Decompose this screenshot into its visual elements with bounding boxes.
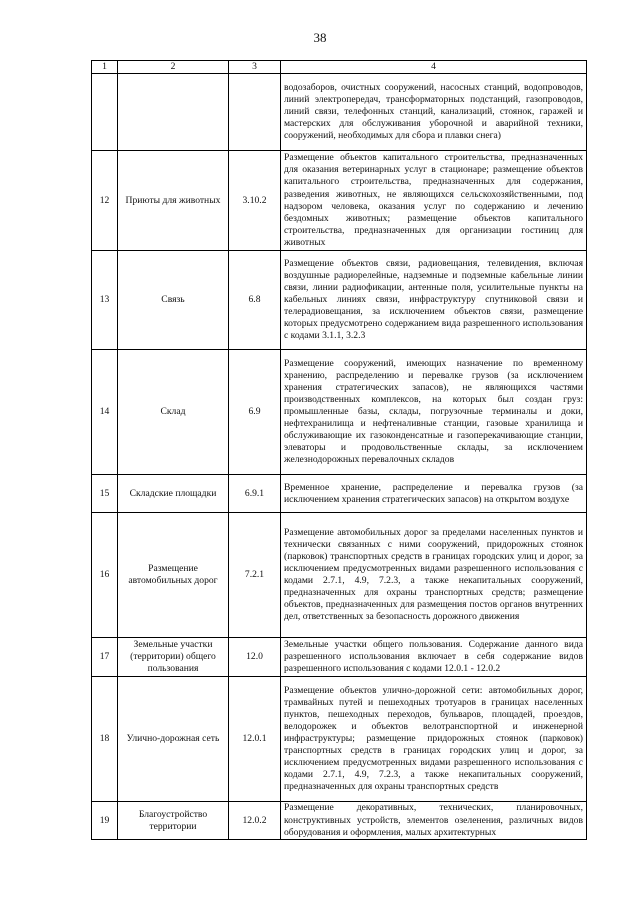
row-num: 18 — [92, 677, 118, 802]
row-num: 16 — [92, 513, 118, 638]
row-code: 7.2.1 — [229, 513, 281, 638]
table-row — [92, 475, 587, 513]
row-code: 12.0 — [229, 638, 281, 677]
row-description: Размещение сооружений, имеющих назначение по временному хранению, распределению и перевалке грузов (за исключением хранения стратегических запасов), не являющихся частями производственных комплексов, на которых был создан груз: промышленные базы, склады, погрузочные терминалы и доки, нефтехранилища и нефтеналивные станции, газовые хранилища и обслуживающие их газоконденсатные и газоперекачивающие станции, элеваторы и продовольственные склады, за исключением железнодорожных перевалочных складов — [281, 350, 587, 475]
row-num: 14 — [92, 350, 118, 475]
row-name: Благоустройство территории — [118, 802, 229, 840]
row-code: 3.10.2 — [229, 151, 281, 251]
row-code: 6.9 — [229, 350, 281, 475]
row-description: Размещение автомобильных дорог за пределами населенных пунктов и технически связанных с ними сооружений, придорожных стоянок (парковок) транспортных средств в границах городских улиц и дорог, за исключением предусмотренных видами разрешенного использования с кодами 2.7.1, 4.9, 7.2.3, а также некапитальных сооружений, предназначенных для охраны транспортных средств; размещение объектов, предназначенных для размещения постов органов внутренних дел, ответственных за безопасность дорожного движения — [281, 513, 587, 638]
table-row-continuation — [92, 74, 587, 151]
row-num — [92, 74, 118, 151]
header-col-3: 3 — [229, 61, 281, 74]
row-description: Временное хранение, распределение и перевалка грузов (за исключением хранения стратегических запасов) на открытом воздухе — [281, 475, 587, 513]
row-description: Размещение декоративных, технических, планировочных, конструктивных устройств, элементов озеленения, различных видов оборудования и оформления, малых архитектурных — [281, 802, 587, 840]
row-num: 15 — [92, 475, 118, 513]
row-num: 12 — [92, 151, 118, 251]
row-description: Размещение объектов улично-дорожной сети: автомобильных дорог, трамвайных путей и пешеходных тротуаров в границах населенных пунктов, пешеходных переходов, бульваров, площадей, проездов, велодорожек и объектов велотранспортной и инженерной инфраструктуры; размещение придорожных стоянок (парковок) транспортных средств в границах городских улиц и дорог, за исключением предусмотренных видами разрешенного использования с кодами 2.7.1, 4.9, 7.2.3, а также некапитальных сооружений, предназначенных для охраны транспортных средств — [281, 677, 587, 802]
row-code — [229, 74, 281, 151]
row-name: Улично-дорожная сеть — [118, 677, 229, 802]
row-name: Склад — [118, 350, 229, 475]
row-description: водозаборов, очистных сооружений, насосных станций, водопроводов, линий электропередач, трансформаторных подстанций, газопроводов, линий связи, телефонных станций, канализаций, стоянок, гаражей и мастерских для обслуживания уборочной и аварийной техники, сооружений, необходимых для сбора и плавки снега) — [281, 74, 587, 151]
row-code: 6.9.1 — [229, 475, 281, 513]
row-name — [118, 74, 229, 151]
land-use-table — [91, 60, 587, 840]
table-row — [92, 251, 587, 350]
row-name: Размещение автомобильных дорог — [118, 513, 229, 638]
table-row — [92, 513, 587, 638]
row-description: Размещение объектов капитального строительства, предназначенных для оказания ветеринарных услуг в стационаре; размещение объектов капитального строительства, предназначенных для содержания, разведения животных, не являющихся сельскохозяйственными, под надзором человека, оказания услуг по содержанию и лечению бездомных животных; размещение объектов капитального строительства, предназначенных для организации гостиниц для животных — [281, 151, 587, 251]
page-number: 38 — [313, 30, 327, 45]
row-num: 13 — [92, 251, 118, 350]
row-description: Земельные участки общего пользования. Содержание данного вида разрешенного использования включает в себя содержание видов разрешенного использования с кодами 12.0.1 - 12.0.2 — [281, 638, 587, 677]
table-row — [92, 350, 587, 475]
row-num: 19 — [92, 802, 118, 840]
row-code: 12.0.1 — [229, 677, 281, 802]
table-row — [92, 151, 587, 251]
table-row — [92, 638, 587, 677]
table-header-row — [92, 61, 587, 74]
row-name: Земельные участки (территории) общего пользования — [118, 638, 229, 677]
table-row — [92, 802, 587, 840]
row-name: Связь — [118, 251, 229, 350]
row-name: Складские площадки — [118, 475, 229, 513]
row-code: 6.8 — [229, 251, 281, 350]
row-name: Приюты для животных — [118, 151, 229, 251]
row-code: 12.0.2 — [229, 802, 281, 840]
header-col-4: 4 — [281, 61, 587, 74]
row-description: Размещение объектов связи, радиовещания, телевидения, включая воздушные радиорелейные, надземные и подземные кабельные линии связи, линии радиофикации, антенные поля, усилительные пункты на кабельных линиях связи, инфраструктуру спутниковой связи и телерадиовещания, за исключением объектов связи, размещение которых предусмотрено содержанием вида разрешенного использования с кодами 3.1.1, 3.2.3 — [281, 251, 587, 350]
header-col-2: 2 — [118, 61, 229, 74]
table-row — [92, 677, 587, 802]
header-col-1: 1 — [92, 61, 118, 74]
row-num: 17 — [92, 638, 118, 677]
